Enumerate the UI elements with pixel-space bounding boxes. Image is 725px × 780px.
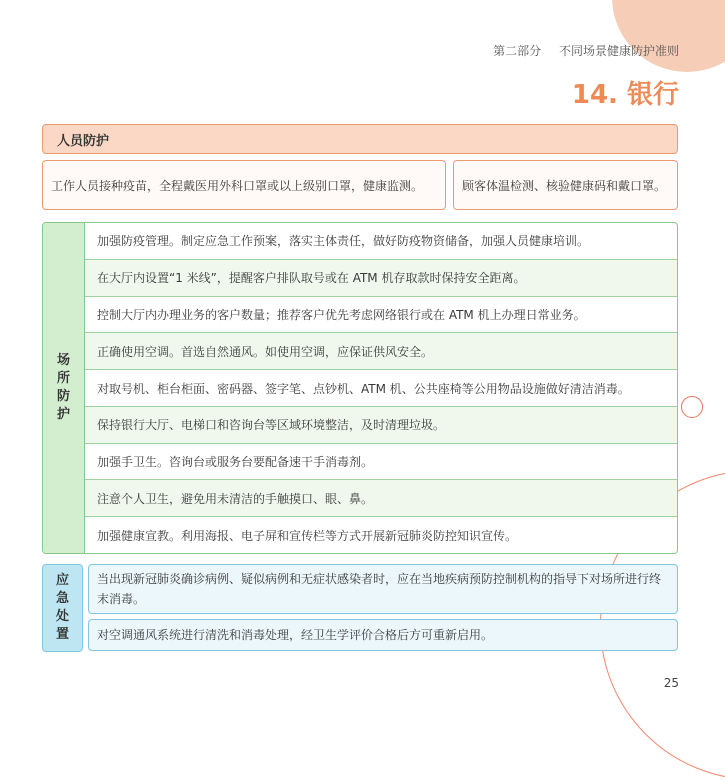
- venue-item: 正确使用空调。首选自然通风。如使用空调，应保证供风安全。: [85, 333, 677, 370]
- emergency-label-char: 置: [55, 627, 69, 642]
- decorative-ring: [681, 396, 703, 418]
- venue-protection-label: [43, 223, 85, 553]
- venue-item: 在大厅内设置“1 米线”，提醒客户排队取号或在 ATM 机存取款时保持安全距离。: [85, 260, 677, 297]
- emergency-label-char: 处: [55, 609, 69, 624]
- venue-label-char: 防: [56, 389, 70, 404]
- venue-item: 加强防疫管理。制定应急工作预案，落实主体责任，做好防疫物资储备，加强人员健康培训。: [85, 223, 677, 260]
- emergency-label-char: 急: [55, 591, 69, 606]
- section-title: 14. 银行: [571, 80, 679, 110]
- personnel-heading: 人员防护: [42, 124, 678, 154]
- venue-label-char: 所: [56, 371, 70, 386]
- venue-item: 注意个人卫生，避免用未清洁的手触摸口、眼、鼻。: [85, 480, 677, 517]
- emergency-item: 对空调通风系统进行清洗和消毒处理，经卫生学评价合格后方可重新启用。: [88, 619, 678, 651]
- page-number: 25: [663, 676, 679, 690]
- decorative-circle-top: [612, 0, 725, 72]
- emergency-item: 当出现新冠肺炎确诊病例、疑似病例和无症状感染者时，应在当地疾病预防控制机构的指导下对场所进行终末消毒。: [88, 564, 678, 614]
- part-header: [493, 42, 679, 59]
- venue-item: 加强手卫生。咨询台或服务台要配备速干手消毒剂。: [85, 444, 677, 481]
- personnel-staff-box: 工作人员接种疫苗，全程戴医用外科口罩或以上级别口罩，健康监测。: [42, 160, 446, 210]
- venue-item: 保持银行大厅、电梯口和咨询台等区域环境整洁，及时清理垃圾。: [85, 407, 677, 444]
- venue-label-char: 场: [56, 353, 70, 368]
- emergency-handling-label: [42, 564, 83, 652]
- venue-protection-section: [42, 222, 678, 554]
- venue-label-char: 护: [56, 407, 70, 422]
- venue-item: 对取号机、柜台柜面、密码器、签字笔、点钞机、ATM 机、公共座椅等公用物品设施做好清洁消毒。: [85, 370, 677, 407]
- venue-item-list: [85, 223, 677, 553]
- personnel-customer-box: 顾客体温检测、核验健康码和戴口罩。: [453, 160, 678, 210]
- venue-item: 加强健康宣教。利用海报、电子屏和宣传栏等方式开展新冠肺炎防控知识宣传。: [85, 517, 677, 553]
- venue-item: 控制大厅内办理业务的客户数量；推荐客户优先考虑网络银行或在 ATM 机上办理日常业务。: [85, 297, 677, 334]
- part-title: 不同场景健康防护准则: [558, 44, 679, 58]
- part-number: 第二部分: [493, 44, 542, 58]
- emergency-label-char: 应: [55, 573, 69, 588]
